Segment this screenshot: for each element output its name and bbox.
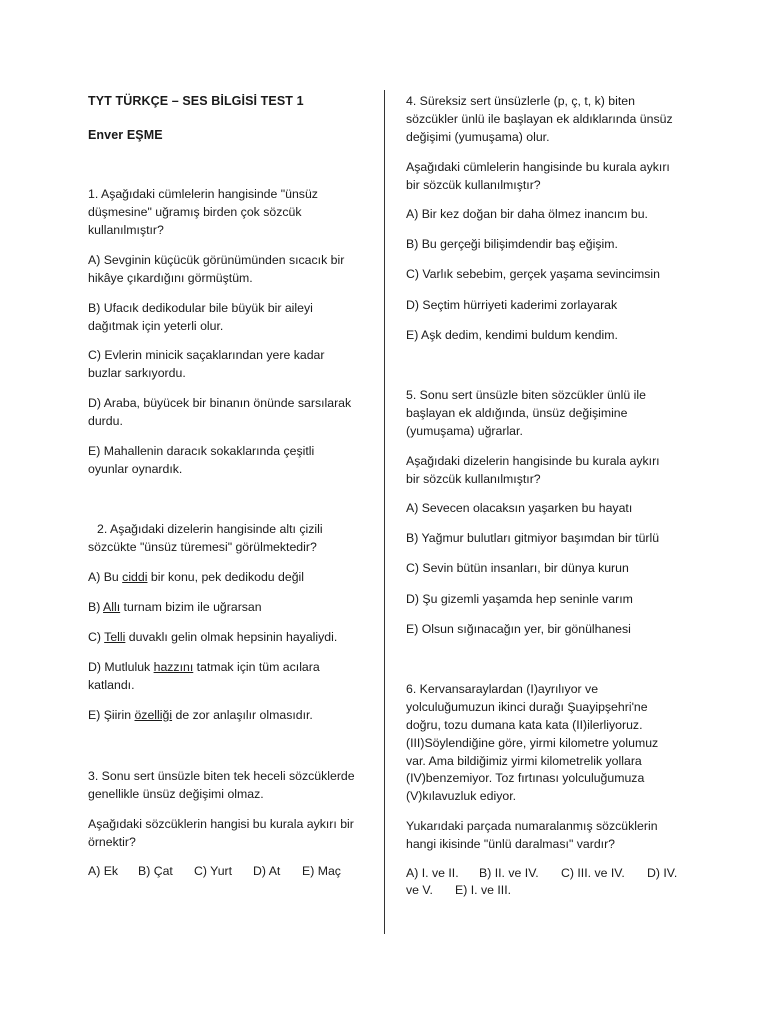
q3-option-c: C) Yurt — [194, 864, 233, 878]
q1-option-d: D) Araba, büyücek bir binanın önünde sarsılarak — [88, 396, 352, 410]
q5-ask-line: bir sözcük kullanılmıştır? — [406, 472, 541, 486]
q6-passage-line: (V)kılavuzluk ediyor. — [406, 789, 517, 803]
q2-d-pre: D) Mutluluk — [88, 660, 154, 674]
q1-stem-line: 1. Aşağıdaki cümlelerin hangisinde "ünsüz — [88, 187, 318, 201]
q4-stem-line: sözcükler ünlü ile başlayan ek aldıklarında ünsüz — [406, 112, 673, 126]
q2-stem-line: sözcükte "ünsüz türemesi" görülmektedir? — [88, 540, 317, 554]
q2-d-post: tatmak için tüm acılara — [193, 660, 320, 674]
q1-option-b-cont: dağıtmak için yeterli olur. — [88, 319, 224, 333]
q6-option-d: D) IV. — [647, 866, 678, 880]
q2-b-pre: B) — [88, 600, 104, 614]
q5-stem-line: (yumuşama) uğrarlar. — [406, 424, 523, 438]
q4-option-e: E) Aşk dedim, kendimi buldum kendim. — [406, 328, 618, 342]
q1-option-a: A) Sevginin küçücük görünümünden sıcacık bir — [88, 253, 345, 267]
column-divider — [384, 90, 385, 934]
q2-option-a — [88, 568, 304, 586]
q5-ask-line: Aşağıdaki dizelerin hangisinde bu kurala aykırı — [406, 454, 660, 468]
q2-option-d — [88, 658, 320, 676]
q3-option-a: A) Ek — [88, 864, 119, 878]
q3-ask-line: Aşağıdaki sözcüklerin hangisi bu kurala aykırı bir — [88, 817, 354, 831]
q1-option-d-cont: durdu. — [88, 414, 123, 428]
q5-option-c: C) Sevin bütün insanları, bir dünya kurun — [406, 561, 629, 575]
q6-ask-line: hangi ikisinde "ünlü daralması" vardır? — [406, 837, 616, 851]
q4-ask-line: bir sözcük kullanılmıştır? — [406, 178, 541, 192]
q4-stem-line: değişimi (yumuşama) olur. — [406, 130, 550, 144]
q1-option-a-cont: hikâye çıkardığını görmüştüm. — [88, 271, 253, 285]
q5-option-d: D) Şu gizemli yaşamda hep seninle varım — [406, 592, 633, 606]
q3-ask-line: örnektir? — [88, 835, 136, 849]
q6-option-d-cont: ve V. — [406, 883, 433, 897]
q6-passage-line: doğru, tozu dumana kata kata (II)ilerliyoruz. — [406, 718, 643, 732]
q2-stem-line: 2. Aşağıdaki dizelerin hangisinde altı çizili — [97, 522, 323, 536]
q2-c-underlined-word: Telli — [104, 630, 126, 644]
q2-e-underlined-word: özelliği — [134, 708, 173, 722]
q1-stem-line: kullanılmıştır? — [88, 223, 164, 237]
q2-a-pre: A) Bu — [88, 570, 123, 584]
q2-option-b — [88, 598, 262, 616]
q2-e-pre: E) Şiirin — [88, 708, 135, 722]
q5-option-b: B) Yağmur bulutları gitmiyor başımdan bir türlü — [406, 531, 660, 545]
q2-option-c — [88, 628, 337, 646]
q2-d-underlined-word: hazzını — [153, 660, 194, 674]
q2-c-pre: C) — [88, 630, 105, 644]
q6-option-a: A) I. ve II. — [406, 866, 459, 880]
q3-options — [88, 862, 341, 880]
q6-passage-line: (III)Söylendiğine göre, yirmi kilometre yolumuz — [406, 736, 659, 750]
q1-option-e-cont: oyunlar oynardık. — [88, 462, 183, 476]
q6-option-b: B) II. ve IV. — [479, 866, 539, 880]
q5-stem-line: başlayan ek aldığında, ünsüz değişimine — [406, 406, 628, 420]
q4-option-b: B) Bu gerçeği bilişimdendir baş eğişim. — [406, 237, 618, 251]
q1-option-e: E) Mahallenin daracık sokaklarında çeşitli — [88, 444, 315, 458]
q2-option-e — [88, 706, 313, 724]
author-name: Enver EŞME — [88, 128, 163, 142]
q1-option-b: B) Ufacık dedikodular bile büyük bir aileyi — [88, 301, 313, 315]
q6-ask-line: Yukarıdaki parçada numaralanmış sözcüklerin — [406, 819, 658, 833]
q6-passage-line: var. Ama bildiğimiz yirmi kilometrelik yollara — [406, 754, 642, 768]
q1-option-c-cont: buzlar sarkıyordu. — [88, 366, 186, 380]
q2-b-underlined-word: Allı — [103, 600, 121, 614]
q3-option-e: E) Maç — [302, 864, 341, 878]
q5-option-e: E) Olsun sığınacağın yer, bir gönülhanesi — [406, 622, 631, 636]
q2-a-underlined-word: ciddi — [122, 570, 148, 584]
q2-c-post: duvaklı gelin olmak hepsinin hayaliydi. — [125, 630, 338, 644]
q5-option-a: A) Sevecen olacaksın yaşarken bu hayatı — [406, 501, 633, 515]
page-title: TYT TÜRKÇE – SES BİLGİSİ TEST 1 — [88, 94, 304, 108]
q6-options-line-2 — [406, 881, 511, 899]
q6-option-e: E) I. ve III. — [455, 883, 512, 897]
q6-options-line — [406, 864, 677, 882]
q4-option-d: D) Seçtim hürriyeti kaderimi zorlayarak — [406, 298, 618, 312]
q3-option-b: B) Çat — [138, 864, 173, 878]
q2-a-post: bir konu, pek dedikodu değil — [147, 570, 305, 584]
q6-passage-line: 6. Kervansaraylardan (I)ayrılıyor ve — [406, 682, 599, 696]
q5-stem-line: 5. Sonu sert ünsüzle biten sözcükler ünlü ile — [406, 388, 646, 402]
q6-option-c: C) III. ve IV. — [561, 866, 625, 880]
q6-passage-line: (IV)benzemiyor. Toz fırtınası yolculuğumuza — [406, 771, 645, 785]
q4-stem-line: 4. Süreksiz sert ünsüzlerle (p, ç, t, k) biten — [406, 94, 635, 108]
q4-ask-line: Aşağıdaki cümlelerin hangisinde bu kurala aykırı — [406, 160, 670, 174]
q1-option-c: C) Evlerin minicik saçaklarından yere kadar — [88, 348, 325, 362]
q4-option-c: C) Varlık sebebim, gerçek yaşama sevincimsin — [406, 267, 660, 281]
q2-option-d-cont: katlandı. — [88, 678, 135, 692]
q4-option-a: A) Bir kez doğan bir daha ölmez inancım bu. — [406, 207, 648, 221]
q2-b-post: turnam bizim ile uğrarsan — [120, 600, 262, 614]
q6-passage-line: yolculuğumuzun ikinci durağı Şuayipşehri'ne — [406, 700, 648, 714]
q3-option-d: D) At — [253, 864, 281, 878]
q3-stem-line: genellikle ünsüz değişimi olmaz. — [88, 787, 264, 801]
q2-e-post: de zor anlaşılır olmasıdır. — [172, 708, 313, 722]
q3-stem-line: 3. Sonu sert ünsüzle biten tek heceli sözcüklerde — [88, 769, 355, 783]
q1-stem-line: düşmesine" uğramış birden çok sözcük — [88, 205, 302, 219]
